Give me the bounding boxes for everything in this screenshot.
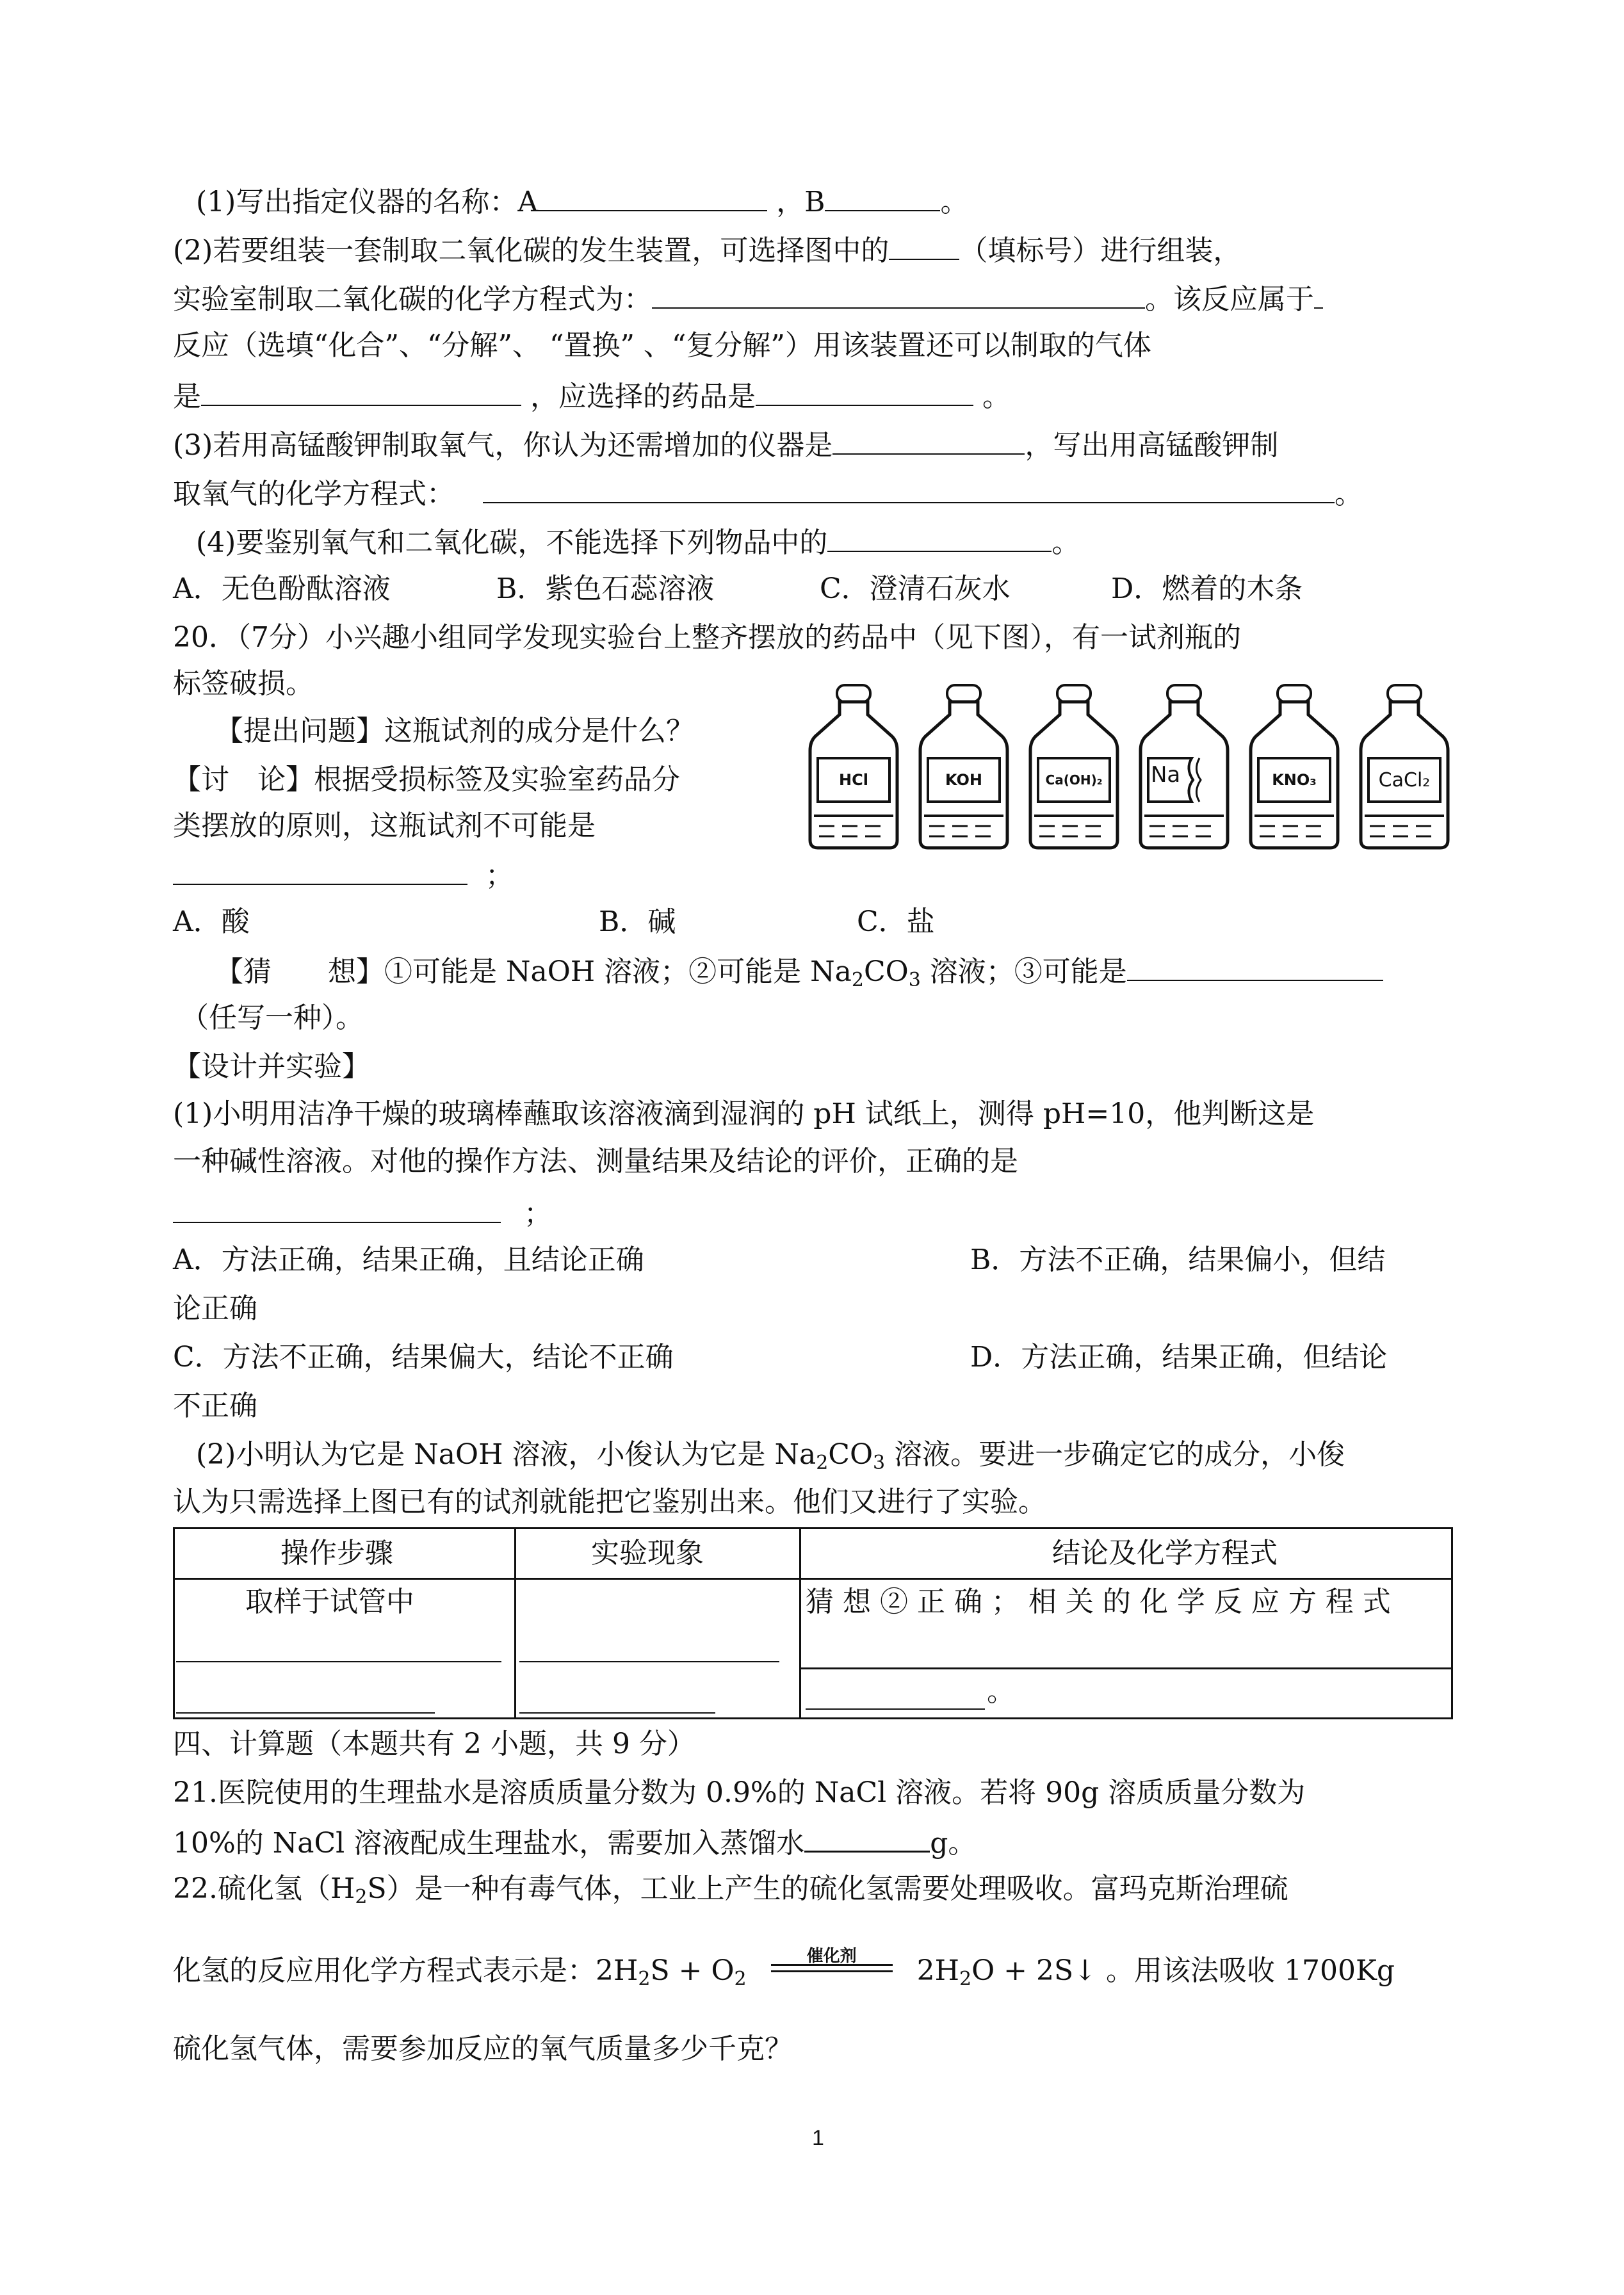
q19-part3-line1 — [173, 425, 1278, 464]
q19-p2e-text: 反应（选填“化合”、“分解”、 “置换” 、“复分解”）用该装置还可以制取的气体 — [173, 329, 1151, 362]
q20-intro-line2: 标签破损。 — [173, 667, 314, 700]
equals-line-top — [771, 1964, 893, 1966]
q19-p2a-text: (2)若要组装一套制取二氧化碳的发生装置，可选择图中的 — [173, 234, 889, 267]
q19-p2g-text: ，应选择的药品是 — [530, 380, 756, 413]
answer-blank-not-possible[interactable] — [173, 856, 467, 885]
q19-p2f-text: 是 — [173, 380, 201, 413]
q22-text-b: S）是一种有毒气体，工业上产生的硫化氢需要处理吸收。富玛克斯治理硫 — [367, 1872, 1288, 1905]
q21-line1: 21.医院使用的生理盐水是溶质质量分数为 0.9%的 NaCl 溶液。若将 90g 溶质质量分数为 — [173, 1776, 1306, 1809]
answer-line-phenomenon2[interactable] — [519, 1712, 715, 1714]
choice-salt: C．盐 — [857, 905, 935, 938]
choice-base: B．碱 — [599, 905, 676, 938]
bottle-kno3 — [1244, 684, 1344, 852]
q20-guess-line — [215, 952, 1383, 998]
eval-option-b-line1: B．方法不正确，结果偏小，但结 — [970, 1244, 1386, 1276]
q19-p1c-text: 。 — [940, 186, 969, 218]
answer-blank-gas[interactable] — [201, 377, 521, 406]
q22-text-e: 2H — [916, 1954, 959, 1987]
reagent-bottles-figure — [804, 684, 1463, 850]
guess-text-c: 溶液；③可能是 — [920, 955, 1127, 988]
bottle-label: CaCl₂ — [1378, 768, 1431, 791]
q20-design-1-line2: 一种碱性溶液。对他的操作方法、测量结果及结论的评价，正确的是 — [173, 1145, 1018, 1178]
q19-part3-line2 — [173, 474, 1363, 512]
q19-p2b-text: （填标号）进行组装， — [959, 234, 1242, 267]
q19-p2h-text: 。 — [982, 380, 1011, 413]
q19-p2d-text: 。该反应属于 — [1145, 283, 1314, 316]
q19-part2-line4 — [173, 377, 1011, 415]
q22-line3: 硫化氢气体，需要参加反应的氧气质量多少千克？ — [173, 2032, 793, 2065]
q20-discussion-line2: 类摆放的原则，这瓶试剂不可能是 — [173, 809, 596, 842]
eval-option-c: C．方法不正确，结果偏大，结论不正确 — [173, 1341, 674, 1374]
guess-sub-1: 2 — [851, 969, 864, 991]
q22-sub-c: 2 — [638, 1968, 651, 1990]
table-header-conclusion: 结论及化学方程式 — [1052, 1537, 1278, 1569]
experiment-table — [173, 1527, 1453, 1719]
answer-line-equation[interactable] — [806, 1708, 985, 1710]
answer-blank-a[interactable] — [538, 182, 767, 211]
q21-text-c: g。 — [930, 1827, 977, 1860]
q19-option-c: C．澄清石灰水 — [820, 572, 1011, 605]
table-cell-period: 。 — [987, 1675, 1015, 1708]
q22-equation-line — [173, 1946, 1395, 1997]
eval-option-d-line2: 不正确 — [173, 1390, 257, 1422]
q21-text-b: 10%的 NaCl 溶液配成生理盐水，需要加入蒸馏水 — [173, 1827, 805, 1860]
q20-discussion-line1: 【讨 论】根据受损标签及实验室药品分 — [173, 763, 680, 796]
answer-blank-water-mass[interactable] — [804, 1822, 930, 1853]
answer-blank-co2-equation[interactable] — [652, 279, 1145, 309]
q22-text-f: O + 2S↓ 。用该法吸收 1700Kg — [971, 1954, 1395, 1987]
q22-sub-e: 2 — [959, 1968, 972, 1990]
answer-blank-reaction-type[interactable] — [1314, 279, 1323, 309]
q19-p1-text: (1)写出指定仪器的名称：A — [196, 186, 539, 218]
section4-title: 四、计算题（本题共有 2 小题，共 9 分） — [173, 1728, 695, 1760]
answer-blank-evaluation[interactable] — [173, 1194, 501, 1223]
bottle-hcl — [804, 684, 904, 852]
answer-blank-identify[interactable] — [827, 523, 1052, 552]
guess-text-b: CO — [863, 955, 909, 988]
d2-sub-1: 2 — [816, 1452, 829, 1474]
catalyst-arrow — [771, 1946, 893, 1991]
table-header-steps: 操作步骤 — [280, 1537, 393, 1569]
q20-design-2-line2: 认为只需选择上图已有的试剂就能把它鉴别出来。他们又进行了实验。 — [173, 1486, 1046, 1518]
q20-discussion-blank-line — [173, 856, 514, 894]
answer-blank-instrument[interactable] — [832, 425, 1025, 455]
q22-sub-d: 2 — [734, 1968, 747, 1990]
q19-p2c-text: 实验室制取二氧化碳的化学方程式为： — [173, 283, 652, 316]
table-col-divider — [799, 1529, 801, 1717]
d2-text-a: (2)小明认为它是 NaOH 溶液，小俊认为它是 Na — [196, 1438, 816, 1471]
q19-p4a-text: (4)要鉴别氧气和二氧化碳，不能选择下列物品中的 — [196, 526, 828, 559]
q19-part1 — [196, 182, 968, 220]
q19-p3a-text: (3)若用高锰酸钾制取氧气，你认为还需增加的仪器是 — [173, 429, 833, 462]
q19-option-b: B．紫色石蕊溶液 — [496, 572, 715, 605]
answer-blank-apparatus[interactable] — [889, 231, 959, 260]
bottle-label: HCl — [839, 771, 868, 789]
guess-text-a: 【猜 想】①可能是 NaOH 溶液；②可能是 Na — [215, 955, 852, 988]
answer-line-step1[interactable] — [176, 1661, 501, 1662]
q19-part2-line1 — [173, 231, 1241, 269]
table-header-phenomena: 实验现象 — [591, 1537, 704, 1569]
eval-option-b-line2: 论正确 — [173, 1292, 257, 1325]
answer-blank-drugs[interactable] — [756, 377, 973, 406]
equals-line-bottom — [771, 1970, 893, 1972]
q20-design-1-line1: (1)小明用洁净干燥的玻璃棒蘸取该溶液滴到湿润的 pH 试纸上，测得 pH=10，他判断这是 — [173, 1098, 1315, 1130]
q20-design-2-line1 — [196, 1437, 1345, 1481]
choice-acid: A．酸 — [173, 905, 250, 938]
bottle-label: KNO₃ — [1272, 771, 1317, 789]
bottle-label: Na — [1151, 762, 1181, 788]
table-row-divider — [175, 1578, 1451, 1580]
q19-part4 — [196, 523, 1080, 561]
guess-sub-2: 3 — [908, 969, 921, 991]
answer-blank-guess3[interactable] — [1127, 952, 1383, 981]
q20-design-1-blank-line — [173, 1194, 552, 1232]
q22-text-a: 22.硫化氢（H — [173, 1872, 355, 1905]
q20-guess-note: （任写一种）。 — [181, 1002, 364, 1034]
q19-part2-line3 — [173, 328, 1151, 364]
bottle-cacl2 — [1354, 684, 1454, 852]
answer-line-step2[interactable] — [176, 1712, 435, 1714]
bottle-caoh2 — [1024, 684, 1124, 852]
d2-sub-2: 3 — [873, 1452, 886, 1474]
q22-text-d: S + O — [650, 1954, 735, 1987]
q19-p4b-text: 。 — [1052, 526, 1080, 559]
bottle-damaged-label — [1134, 684, 1234, 852]
eval-option-a: A．方法正确，结果正确，且结论正确 — [173, 1244, 644, 1276]
bottle-koh — [914, 684, 1014, 852]
table-cell-conclusion-text: 猜 想 ② 正 确 ； 相 关 的 化 学 反 应 方 程 式 — [806, 1585, 1391, 1618]
page-number: 1 — [812, 2126, 824, 2150]
table-col-divider — [514, 1529, 516, 1717]
semicolon-text: ； — [485, 859, 514, 892]
answer-line-phenomenon1[interactable] — [519, 1661, 779, 1662]
table-cell-step-sample: 取样于试管中 — [245, 1585, 414, 1618]
d2-text-b: CO — [828, 1438, 873, 1471]
semicolon-text: ； — [524, 1197, 552, 1230]
bottle-label: Ca(OH)₂ — [1045, 772, 1103, 788]
answer-blank-kmno4-equation[interactable] — [483, 474, 1335, 503]
q19-option-d: D．燃着的木条 — [1111, 572, 1303, 605]
q22-line1 — [173, 1871, 1288, 1915]
q20-question-heading: 【提出问题】这瓶试剂的成分是什么？ — [215, 715, 694, 747]
catalyst-label: 催化剂 — [806, 1946, 857, 1966]
answer-blank-b[interactable] — [825, 182, 940, 211]
q19-option-a: A．无色酚酞溶液 — [173, 572, 391, 605]
q19-p3c-text: 取氧气的化学方程式： — [173, 478, 455, 510]
q22-sub: 2 — [355, 1886, 368, 1908]
d2-text-c: 溶液。要进一步确定它的成分，小俊 — [885, 1438, 1345, 1471]
table-row-divider — [799, 1667, 1451, 1669]
q19-p1b-text: ，B — [776, 186, 825, 218]
q19-p3b-text: ，写出用高锰酸钾制 — [1025, 429, 1279, 462]
q20-design-heading: 【设计并实验】 — [173, 1050, 370, 1083]
q21-line2 — [173, 1822, 976, 1861]
q22-text-c: 化氢的反应用化学方程式表示是：2H — [173, 1954, 638, 1987]
eval-option-d-line1: D．方法正确，结果正确，但结论 — [970, 1341, 1388, 1374]
bottle-label: KOH — [945, 771, 982, 789]
q19-part2-line2 — [173, 279, 1323, 318]
q20-intro-line1: 20．（7分）小兴趣小组同学发现实验台上整齐摆放的药品中（见下图），有一试剂瓶的 — [173, 621, 1241, 654]
q19-p3d-text: 。 — [1335, 478, 1363, 510]
